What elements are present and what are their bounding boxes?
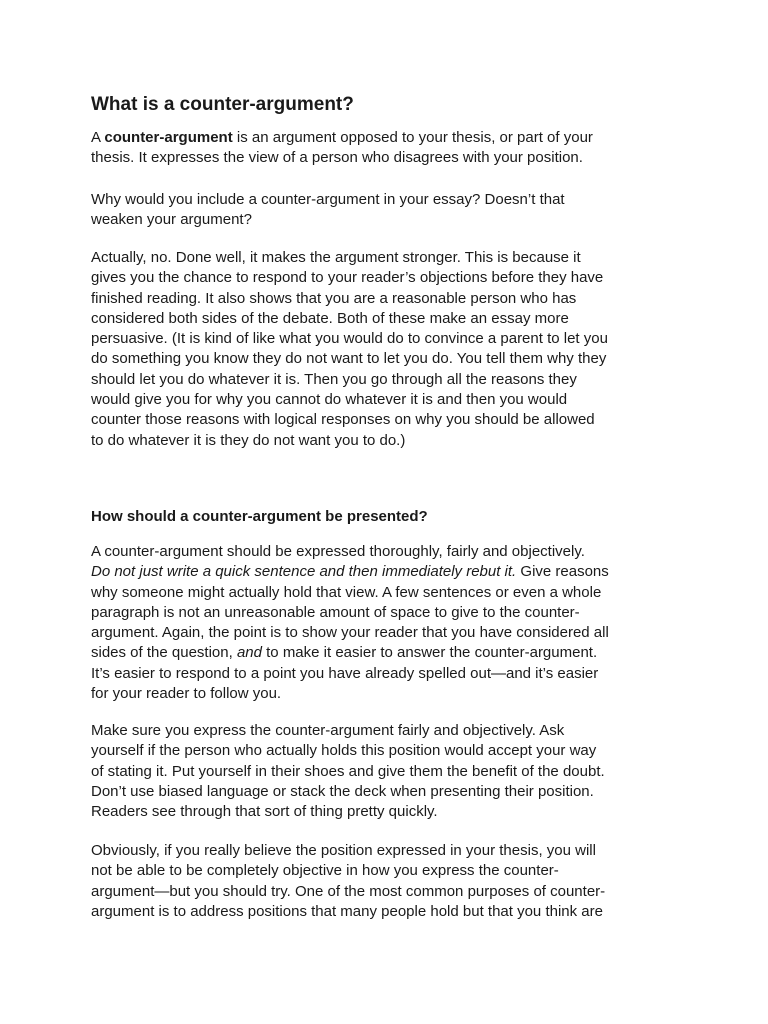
italic-emphasis: and	[236, 644, 262, 662]
paragraph-definition	[91, 128, 681, 169]
text-run: to make it easier to answer the counter-argument.	[261, 644, 598, 662]
paragraph-line: A counter-argument should be expressed thoroughly, fairly and objectively.	[91, 543, 585, 560]
text-run: A	[91, 129, 105, 146]
paragraph-line: counter those reasons with logical responses on why you should be allowed	[91, 411, 595, 429]
paragraph-line: It’s easier to respond to a point you have already spelled out—and it’s easier	[91, 664, 599, 682]
paragraph-line: Make sure you express the counter-argument fairly and objectively. Ask	[91, 722, 565, 739]
paragraph-question	[91, 190, 681, 231]
paragraph-line: finished reading. It also shows that you are a reasonable person who has	[91, 289, 577, 307]
paragraph-line: Actually, no. Done well, it makes the argument stronger. This is because it	[91, 249, 581, 266]
paragraph-line: considered both sides of the debate. Both of these make an essay more	[91, 309, 569, 327]
paragraph-line: Don’t use biased language or stack the deck when presenting their position.	[91, 782, 594, 800]
paragraph-line: yourself if the person who actually holds this position would accept your way	[91, 742, 597, 760]
paragraph-line: for your reader to follow you.	[91, 685, 282, 703]
text-run: Give reasons	[516, 563, 609, 581]
section-heading: How should a counter-argument be presented?	[91, 508, 428, 525]
paragraph-line: thesis. It expresses the view of a person who disagrees with your position.	[91, 149, 583, 167]
paragraph-line: Obviously, if you really believe the position expressed in your thesis, you will	[91, 842, 596, 859]
paragraph-line	[91, 643, 681, 663]
paragraph-line: Why would you include a counter-argument in your essay? Doesn’t that	[91, 191, 565, 208]
paragraph-line: argument. Again, the point is to show your reader that you have considered all	[91, 624, 609, 642]
paragraph-line: of stating it. Put yourself in their shoes and give them the benefit of the doubt.	[91, 762, 605, 780]
paragraph-line	[91, 562, 681, 582]
paragraph-line: argument—but you should try. One of the most common purposes of counter-	[91, 882, 606, 900]
paragraph-line: weaken your argument?	[91, 211, 252, 229]
text-run: is an argument opposed to your thesis, or part of your	[232, 129, 593, 146]
document-title: What is a counter-argument?	[91, 94, 354, 115]
paragraph-line: gives you the chance to respond to your reader’s objections before they have	[91, 269, 604, 287]
text-run: sides of the question,	[91, 644, 237, 662]
paragraph-line: should let you do whatever it is. Then you go through all the reasons they	[91, 370, 577, 388]
paragraph-line: persuasive. (It is kind of like what you would do to convince a parent to let you	[91, 330, 608, 348]
paragraph-line: would give you for why you cannot do whatever it is and then you would	[91, 391, 568, 409]
paragraph-line: do something you know they do not want to let you do. You tell them why they	[91, 350, 607, 368]
paragraph-answer	[91, 248, 681, 451]
paragraph-objectivity	[91, 841, 681, 922]
paragraph-line: argument is to address positions that many people hold but that you think are	[91, 902, 603, 920]
paragraph-line	[91, 128, 681, 148]
paragraph-line: to do whatever it is they do not want you to do.)	[91, 431, 406, 449]
paragraph-line: Readers see through that sort of thing pretty quickly.	[91, 803, 438, 821]
italic-emphasis: Do not just write a quick sentence and then immediately rebut it.	[91, 563, 517, 581]
paragraph-fairness	[91, 721, 681, 822]
paragraph-line: why someone might actually hold that view. A few sentences or even a whole	[91, 583, 602, 601]
paragraph-presentation	[91, 542, 681, 704]
paragraph-line: paragraph is not an unreasonable amount of space to give to the counter-	[91, 603, 580, 621]
paragraph-line: not be able to be completely objective in how you express the counter-	[91, 862, 559, 880]
bold-term: counter-argument	[104, 129, 233, 146]
